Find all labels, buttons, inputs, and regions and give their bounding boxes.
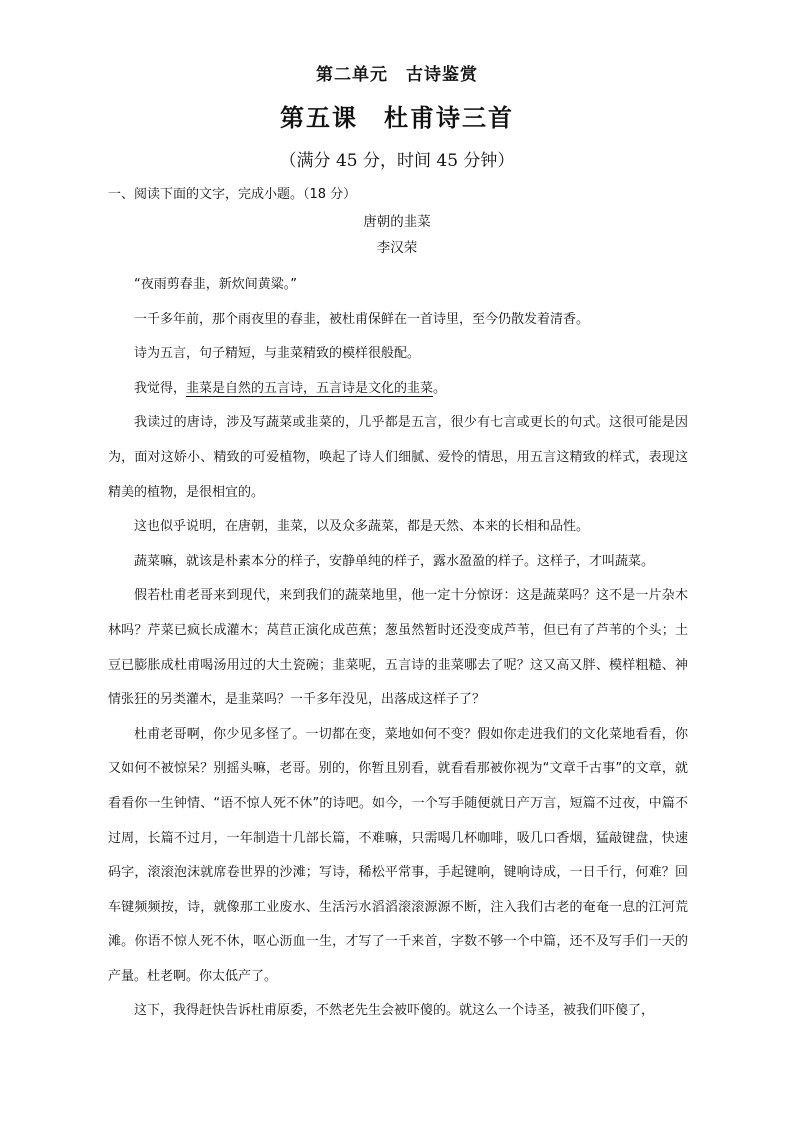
paragraph: 假若杜甫老哥来到现代，来到我们的蔬菜地里，他一定十分惊讶：这是蔬菜吗？这不是一片杂木林吗？芹菜已疯长成灌木；莴苣正演化成芭蕉；葱虽然暂时还没变成芦苇，但已有了芦苇的个头；土豆已膨胀成杜甫喝汤用过的大土瓷碗；韭菜呢，五言诗的韭菜哪去了呢？这又高又胖、模样粗糙、神情张狂的另类灌木，是韭菜吗？一千多年没见，出落成这样子了？ — [108, 588, 688, 708]
underlined-sentence: 韭菜是自然的五言诗，五言诗是文化的韭菜 — [186, 380, 434, 396]
paragraph — [108, 372, 688, 407]
section-heading: 一、阅读下面的文字，完成小题。（18 分） — [108, 187, 357, 202]
lesson-title: 第五课 杜甫诗三首 — [280, 103, 514, 132]
paragraph: “夜雨剪春韭，新炊间黄粱。” — [134, 277, 297, 292]
paragraph-suffix: 。 — [433, 380, 447, 396]
paragraph: 这也似乎说明，在唐朝，韭菜，以及众多蔬菜，都是天然、本来的长相和品性。 — [134, 519, 590, 535]
paragraph: 蔬菜嘛，就该是朴素本分的样子，安静单纯的样子，露水盈盈的样子。这样子，才叫蔬菜。 — [134, 553, 655, 569]
paragraph: 一千多年前，那个雨夜里的春韭，被杜甫保鲜在一首诗里，至今仍散发着清香。 — [134, 311, 590, 327]
paragraph: 杜甫老哥啊，你少见多怪了。一切都在变，菜地如何不变？假如你走进我们的文化菜地看看，你又如何不被惊呆？别摇头嘛，老哥。别的，你暂且别看，就看看那被你视为“文章千古事”的文章，就看看你一生钟情、“语不惊人死不休”的诗吧。如今，一个写手随便就日产万言，短篇不过夜，中篇不过周，长篇不过月，一年制造十几部长篇，不难嘛，只需喝几杯咖啡，吸几口香烟，猛敲键盘，快速码字，滚滚泡沫就席卷世界的沙滩；写诗，稀松平常事，手起键响，键响诗成，一日千行，何难？回车键频频按，诗，就像那工业废水、生活污水滔滔滚滚源源不断，注入我们古老的奄奄一息的江河荒滩。你语不惊人死不休，呕心沥血一生，才写了一千来首，字数不够一个中篇，还不及写手们一天的产量。杜老啊。你太低产了。 — [108, 726, 688, 984]
article-author: 李汉荣 — [376, 240, 418, 256]
article-title: 唐朝的韭菜 — [363, 214, 431, 230]
paragraph: 诗为五言，句子精短，与韭菜精致的模样很般配。 — [134, 346, 421, 362]
score-time-note: （满分 45 分，时间 45 分钟） — [279, 151, 515, 171]
paragraph-prefix: 我觉得， — [134, 380, 187, 396]
article-body — [108, 268, 688, 1029]
paragraph: 我读过的唐诗，涉及写蔬菜或韭菜的，几乎都是五言，很少有七言或更长的句式。这很可能是因为，面对这娇小、精致的可爱植物，唤起了诗人们细腻、爱怜的情思，用五言这精致的样式，表现这精美的植物，是很相宜的。 — [108, 415, 688, 500]
paragraph: 这下，我得赶快告诉杜甫原委，不然老先生会被吓傻的。就这么一个诗圣，被我们吓傻了， — [134, 1003, 655, 1019]
unit-title: 第二单元 古诗鉴赏 — [316, 65, 478, 85]
